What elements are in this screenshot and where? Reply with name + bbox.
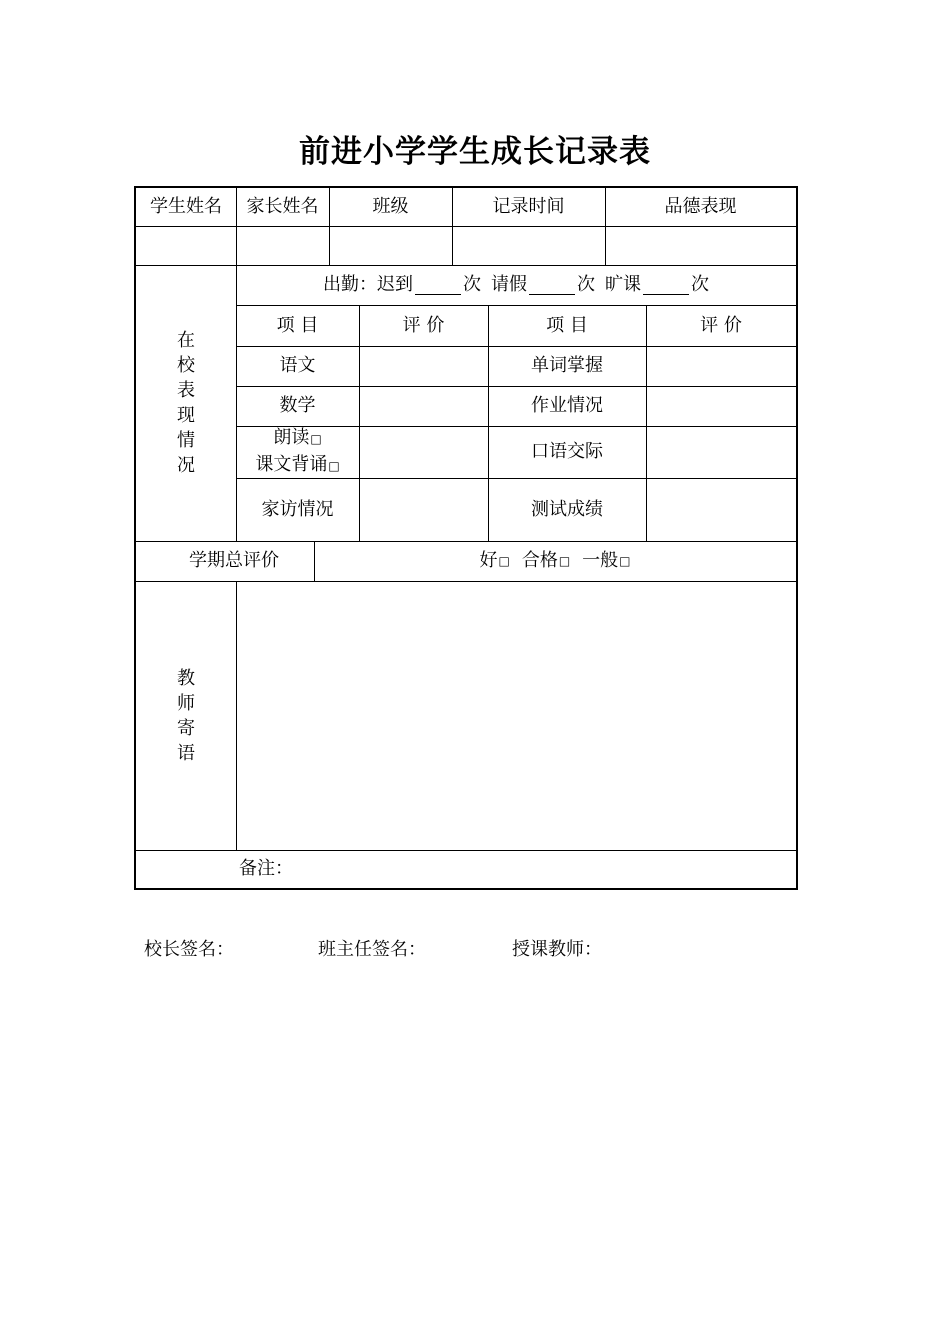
col-header-item-2: 项 目 [546, 314, 588, 336]
remark-label: 备注： [239, 858, 293, 880]
eval-home-visit-field[interactable] [359, 478, 488, 541]
col-header-eval-2: 评 价 [700, 314, 742, 336]
late-count-blank[interactable] [415, 276, 461, 295]
teacher-signature: 授课教师： [512, 939, 602, 960]
item-home-visit: 家访情况 [261, 498, 334, 520]
item-vocabulary: 单词掌握 [531, 355, 603, 377]
normal-checkbox[interactable]: □ [619, 553, 631, 568]
item-reading-recitation: 朗读□ 课文背诵□ [255, 427, 340, 475]
eval-chinese-field[interactable] [359, 346, 488, 386]
col-header-eval-1: 评 价 [402, 314, 445, 336]
head-teacher-signature: 班主任签名： [318, 939, 426, 960]
principal-signature: 校长签名： [144, 939, 234, 960]
reading-checkbox[interactable]: □ [310, 432, 322, 446]
eval-math-field[interactable] [359, 386, 488, 426]
page-title: 前进小学学生成长记录表 [299, 134, 651, 170]
item-math: 数学 [279, 395, 316, 417]
teacher-message-label: 教 师 寄 语 [177, 667, 195, 764]
eval-reading-field[interactable] [359, 426, 488, 478]
semester-eval-options: 好 □ 合格 □ 一般 □ [479, 550, 631, 572]
class-field[interactable] [329, 226, 452, 265]
record-form [134, 186, 798, 890]
teacher-message-field[interactable] [236, 581, 796, 850]
remark-row[interactable] [136, 850, 796, 888]
eval-test-score-field[interactable] [646, 478, 796, 541]
attendance-row: 出勤： 迟到 次 请假 次 旷课 次 [323, 274, 709, 296]
school-performance-label: 在 校 表 现 情 况 [177, 330, 195, 476]
pass-checkbox[interactable]: □ [558, 553, 571, 568]
header-class: 班级 [372, 196, 409, 218]
good-checkbox[interactable]: □ [498, 553, 510, 568]
header-parent-name: 家长姓名 [246, 196, 319, 218]
header-moral-performance: 品德表现 [664, 196, 737, 218]
student-name-field[interactable] [136, 226, 236, 265]
col-header-item-1: 项 目 [276, 314, 319, 336]
absent-count-blank[interactable] [643, 276, 689, 295]
item-test-score: 测试成绩 [531, 498, 603, 520]
item-homework: 作业情况 [531, 395, 603, 417]
semester-eval-label: 学期总评价 [189, 550, 279, 572]
record-time-field[interactable] [452, 226, 605, 265]
eval-vocabulary-field[interactable] [646, 346, 796, 386]
item-chinese: 语文 [279, 355, 316, 377]
moral-performance-field[interactable] [605, 226, 796, 265]
eval-oral-field[interactable] [646, 426, 796, 478]
item-oral-communication: 口语交际 [531, 441, 603, 463]
eval-homework-field[interactable] [646, 386, 796, 426]
header-student-name: 学生姓名 [150, 196, 222, 218]
parent-name-field[interactable] [236, 226, 329, 265]
leave-count-blank[interactable] [529, 276, 575, 295]
header-record-time: 记录时间 [492, 196, 565, 218]
recitation-checkbox[interactable]: □ [328, 459, 340, 473]
